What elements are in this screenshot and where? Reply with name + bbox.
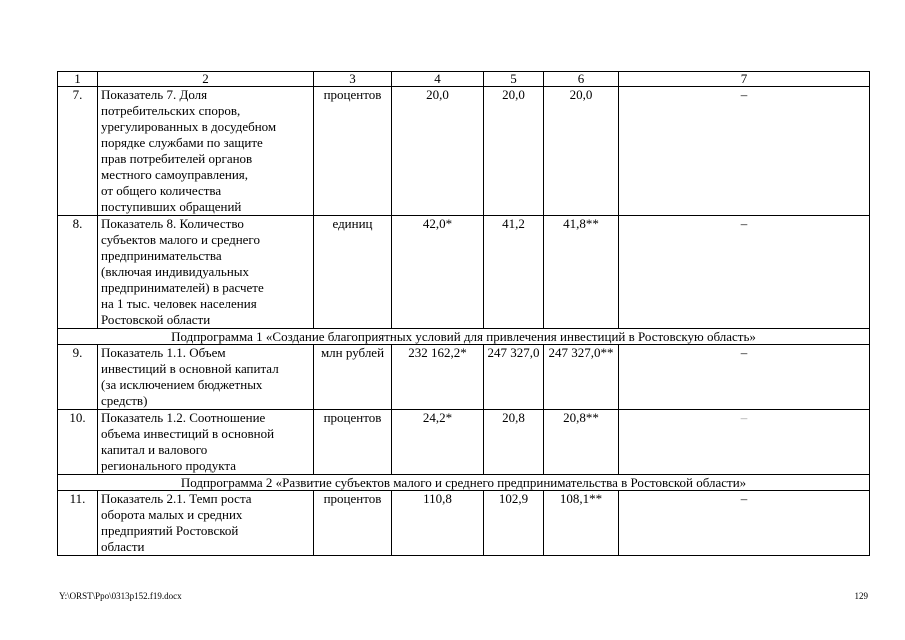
table-row — [58, 345, 870, 410]
value-col6: 247 327,0** — [544, 345, 619, 410]
value-col5: 20,8 — [484, 410, 544, 475]
unit: процентов — [314, 491, 392, 556]
indicator-name: Показатель 1.2. Соотношение объема инвестиций в основной капитал и валового регионального продукта — [98, 410, 314, 475]
header-cell-6: 6 — [544, 72, 619, 87]
value-col5: 102,9 — [484, 491, 544, 556]
header-cell-4: 4 — [392, 72, 484, 87]
subprogram-heading-row — [58, 475, 870, 491]
subprogram-heading-row — [58, 329, 870, 345]
value-col6: 41,8** — [544, 216, 619, 329]
table-row — [58, 491, 870, 556]
row-number: 8. — [58, 216, 98, 329]
unit: процентов — [314, 87, 392, 216]
row-number: 10. — [58, 410, 98, 475]
note: – — [619, 345, 870, 410]
value-col4: 110,8 — [392, 491, 484, 556]
indicator-name: Показатель 7. Доля потребительских споров, урегулированных в досудебном порядке службами по защите прав потребителей органов местного самоуправления, от общего количества поступивших обращений — [98, 87, 314, 216]
indicators-table — [57, 71, 870, 556]
value-col4: 24,2* — [392, 410, 484, 475]
row-number: 7. — [58, 87, 98, 216]
row-number: 11. — [58, 491, 98, 556]
table-row — [58, 410, 870, 475]
table-row — [58, 87, 870, 216]
unit: процентов — [314, 410, 392, 475]
value-col5: 20,0 — [484, 87, 544, 216]
indicator-name: Показатель 1.1. Объем инвестиций в основной капитал (за исключением бюджетных средств) — [98, 345, 314, 410]
subprogram-2-title: Подпрограмма 2 «Развитие субъектов малого и среднего предпринимательства в Ростовской области» — [58, 475, 870, 491]
table-row — [58, 216, 870, 329]
unit: единиц — [314, 216, 392, 329]
table-header-row — [58, 72, 870, 87]
header-cell-3: 3 — [314, 72, 392, 87]
value-col6: 20,8** — [544, 410, 619, 475]
page-number: 129 — [854, 591, 868, 601]
header-cell-2: 2 — [98, 72, 314, 87]
value-col6: 20,0 — [544, 87, 619, 216]
value-col5: 247 327,0 — [484, 345, 544, 410]
value-col6: 108,1** — [544, 491, 619, 556]
indicator-name: Показатель 8. Количество субъектов малого и среднего предпринимательства (включая индивидуальных предпринимателей) в расчете на 1 тыс. человек населения Ростовской области — [98, 216, 314, 329]
note: – — [619, 87, 870, 216]
header-cell-5: 5 — [484, 72, 544, 87]
note: – — [619, 410, 870, 475]
value-col5: 41,2 — [484, 216, 544, 329]
row-number: 9. — [58, 345, 98, 410]
header-cell-7: 7 — [619, 72, 870, 87]
subprogram-1-title: Подпрограмма 1 «Создание благоприятных условий для привлечения инвестиций в Ростовскую область» — [58, 329, 870, 345]
file-path-footer: Y:\ORST\Ppo\0313p152.f19.docx — [59, 591, 182, 601]
value-col4: 42,0* — [392, 216, 484, 329]
header-cell-1: 1 — [58, 72, 98, 87]
note: – — [619, 216, 870, 329]
value-col4: 20,0 — [392, 87, 484, 216]
value-col4: 232 162,2* — [392, 345, 484, 410]
indicator-name: Показатель 2.1. Темп роста оборота малых и средних предприятий Ростовской области — [98, 491, 314, 556]
unit: млн рублей — [314, 345, 392, 410]
note: – — [619, 491, 870, 556]
